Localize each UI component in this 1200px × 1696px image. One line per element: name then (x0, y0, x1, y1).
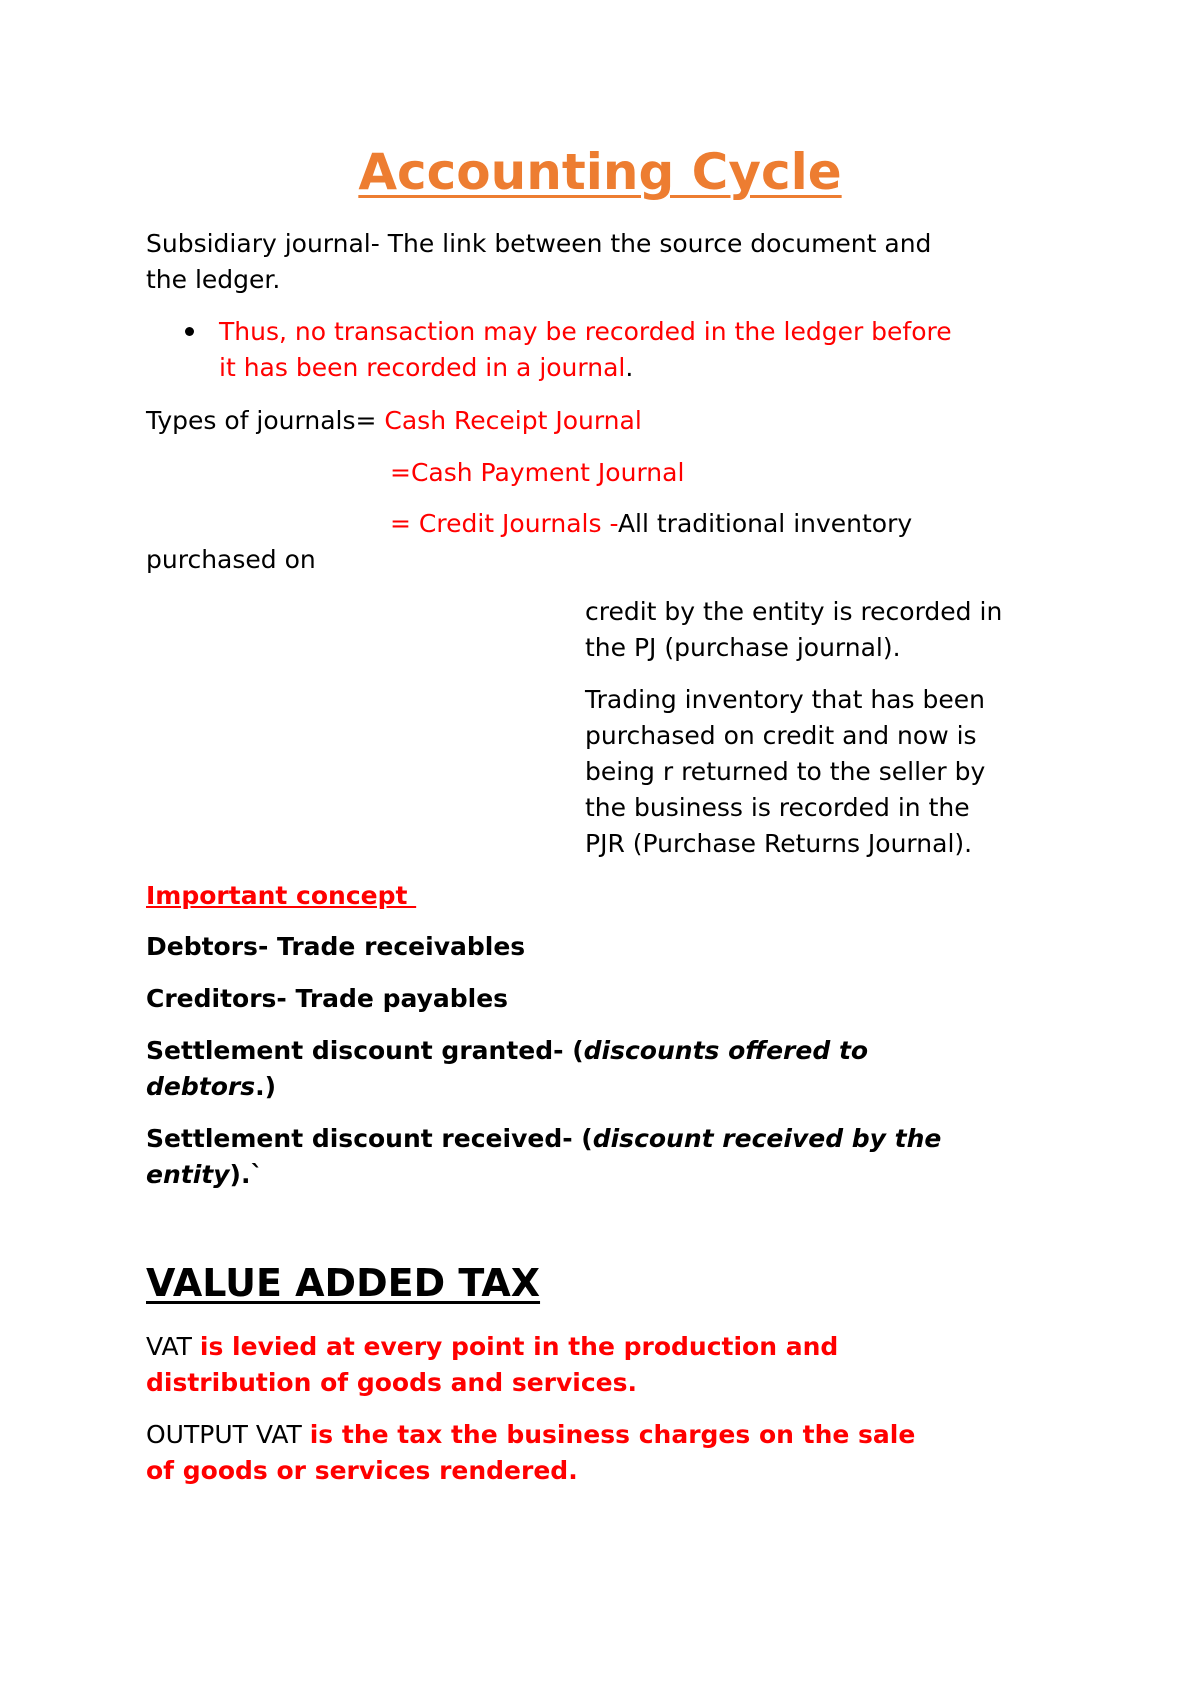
output-vat-label: OUTPUT VAT (146, 1420, 310, 1449)
bullet-line-2-red: it has been recorded in a journal (219, 353, 626, 382)
vat-label: VAT (146, 1332, 200, 1361)
journal-credit-cont: purchased on (146, 545, 316, 574)
concept-received-desc-2: entity (146, 1160, 230, 1189)
concept-received-desc: discount received by the (592, 1124, 942, 1153)
page-title: Accounting Cycle (358, 143, 842, 201)
vat-para-2-line-1 (146, 1417, 915, 1453)
concept-received-line-2 (146, 1157, 263, 1193)
concept-granted-line-1 (146, 1033, 868, 1069)
journals-credit-line (390, 506, 912, 542)
bullet-line-2-end: . (625, 353, 634, 382)
output-vat-desc-1: is the tax the business charges on the sale (309, 1420, 916, 1449)
return-line-1: Trading inventory that has been (585, 685, 985, 714)
bullet-line-2 (219, 350, 633, 386)
return-line-3: being r returned to the seller by (585, 757, 986, 786)
concept-granted-label: Settlement discount granted- ( (146, 1036, 584, 1065)
bullet-line-1: Thus, no transaction may be recorded in the ledger before (219, 317, 952, 346)
vat-para-1-line-2: distribution of goods and services. (146, 1368, 638, 1397)
concept-received-label: Settlement discount received- ( (146, 1124, 593, 1153)
concept-creditors: Creditors- Trade payables (146, 984, 509, 1013)
concept-received-line-1 (146, 1121, 941, 1157)
credit-line-1: credit by the entity is recorded in (585, 597, 1003, 626)
concept-granted-line-2 (146, 1069, 276, 1105)
vat-para-2-line-2: of goods or services rendered. (146, 1456, 578, 1485)
journal-credit: = Credit Journals - (390, 509, 618, 538)
return-line-2: purchased on credit and now is (585, 721, 977, 750)
concept-granted-desc-2: debtors (146, 1072, 256, 1101)
journal-cash-receipt: Cash Receipt Journal (384, 406, 642, 435)
intro-line-1: Subsidiary journal- The link between the source document and (146, 229, 932, 258)
important-concept-heading: Important concept (146, 881, 417, 910)
journals-line-1 (146, 403, 642, 439)
journal-credit-desc: All traditional inventory (617, 509, 913, 538)
bullet-icon (185, 327, 194, 336)
return-line-4: the business is recorded in the (585, 793, 970, 822)
vat-para-1-line-1 (146, 1329, 838, 1365)
concept-granted-end: .) (255, 1072, 277, 1101)
vat-heading: VALUE ADDED TAX (146, 1261, 541, 1305)
return-line-5: PJR (Purchase Returns Journal). (585, 829, 973, 858)
concept-granted-desc: discounts offered to (583, 1036, 869, 1065)
vat-desc-1: is levied at every point in the production and (199, 1332, 839, 1361)
credit-line-2: the PJ (purchase journal). (585, 633, 901, 662)
journals-label: Types of journals= (146, 406, 385, 435)
concept-debtors: Debtors- Trade receivables (146, 932, 526, 961)
journal-cash-payment: =Cash Payment Journal (390, 458, 685, 487)
intro-line-2: the ledger. (146, 265, 281, 294)
concept-received-end: ).` (229, 1160, 263, 1189)
